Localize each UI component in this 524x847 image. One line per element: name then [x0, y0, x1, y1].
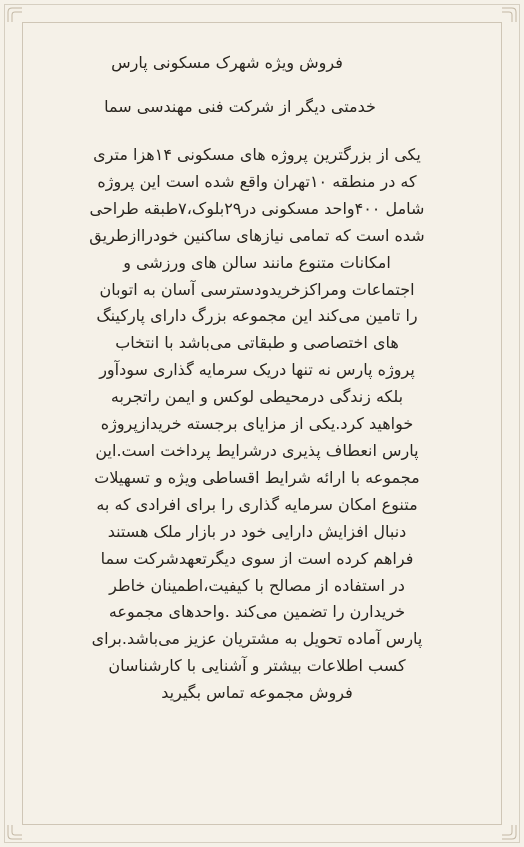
corner-ornament-icon [500, 6, 518, 24]
body-line: کسب اطلاعات بیشتر و آشنایی با کارشناسان [108, 656, 406, 676]
document-content [38, 50, 476, 707]
body-line: فروش مجموعه تماس بگیرید [161, 683, 353, 703]
body-line: پارس آماده تحویل به مشتریان عزیز می‌باشد.برای [91, 629, 423, 649]
body-line: خریدارن را تضمین می‌کند .واحدهای مجموعه [108, 602, 406, 622]
body-line: های اختصاصی و طبقاتی می‌باشد با انتخاب [115, 333, 399, 353]
body-line: در استفاده از مصالح با کیفیت،اطمینان خاطر [109, 575, 405, 595]
body-line: مجموعه با ارائه شرایط اقساطی ویژه و تسهیلات [94, 467, 420, 487]
body-line: پروژه پارس نه تنها دریک سرمایه گذاری سودآور [99, 360, 415, 380]
body-line: امکانات متنوع مانند سالن های ورزشی و [123, 252, 391, 272]
body-line: شده است که تمامی نیازهای ساکنین خودرااز‌طریق [89, 225, 425, 245]
body-line: را تامین می‌کند این مجموعه بزرگ دارای پارکینگ [96, 306, 418, 326]
body-line: اجتماعات ومراکزخریدودسترسی آسان به اتوبان [99, 279, 415, 299]
body-line: شامل ۴۰۰واحد مسکونی در۲۹بلوک،۷طبقه طراحی [89, 198, 425, 218]
body-line: بلکه زندگی درمحیطی لوکس و ایمن راتجربه [110, 387, 404, 407]
document-title: فروش ویژه شهرک مسکونی پارس [111, 53, 343, 72]
body-line: متنوع امکان سرمایه گذاری را برای افرادی که به [96, 494, 418, 514]
document-subtitle: خدمتی دیگر از شرکت فنی مهندسی سما [104, 97, 376, 116]
body-line: فراهم کرده است از سوی دیگرتعهدشرکت سما [100, 548, 414, 568]
body-line: دنبال افزایش دارایی خود در بازار ملک هستند [107, 521, 407, 541]
body-line: یکی از بزرگترین پروژه های مسکونی ۱۴هزا متری [93, 145, 421, 164]
body-line: که در منطقه ۱۰تهران واقع شده است این پروژه [97, 171, 417, 191]
corner-ornament-icon [6, 823, 24, 841]
body-line: خواهید کرد.یکی از مزایای برجسته خریدازپروژه [100, 414, 414, 434]
body-paragraph [38, 142, 476, 707]
corner-ornament-icon [500, 823, 518, 841]
corner-ornament-icon [6, 6, 24, 24]
body-line: پارس انعطاف پذیری درشرایط پرداخت است.این [95, 440, 419, 460]
